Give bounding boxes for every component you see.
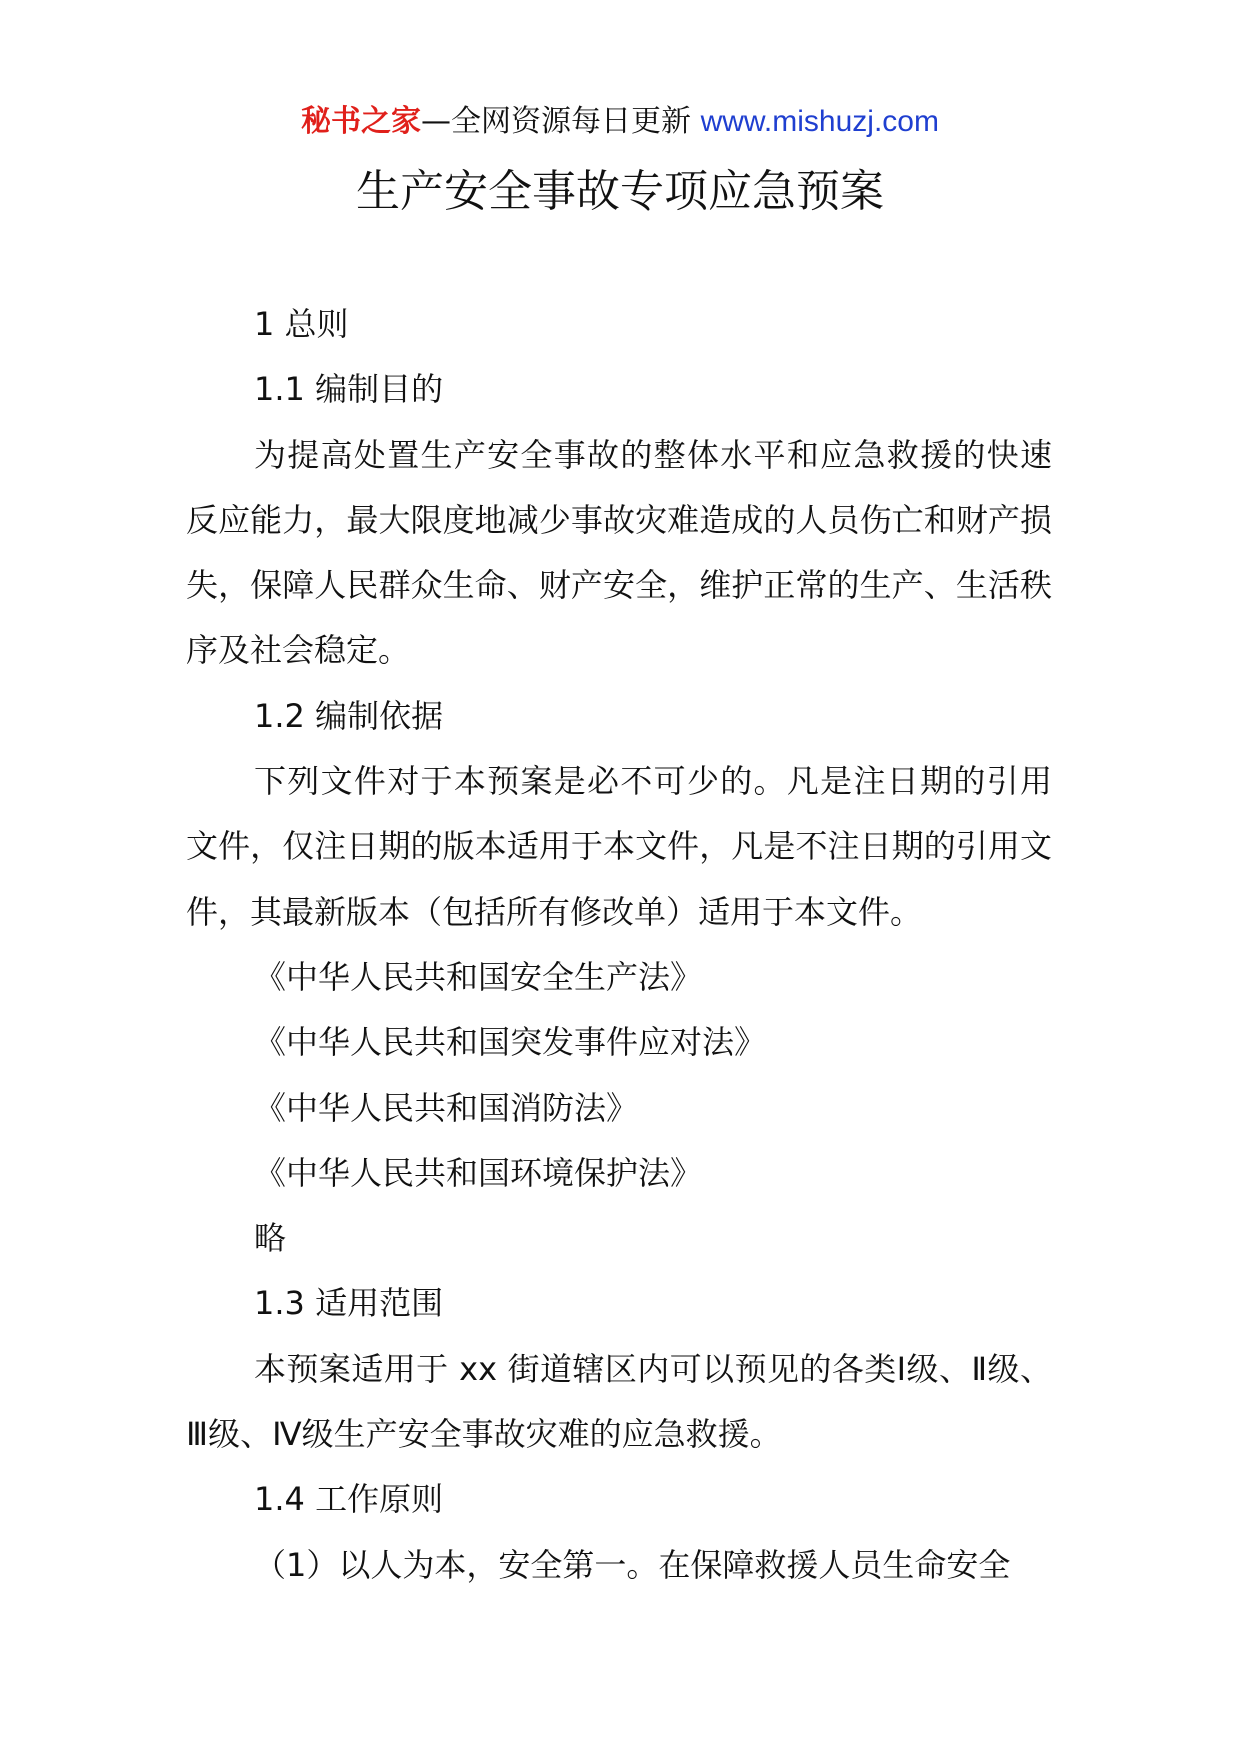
body-paragraph: （1）以人为本，安全第一。在保障救援人员生命安全 — [254, 1545, 1011, 1584]
law-reference: 《中华人民共和国突发事件应对法》 — [254, 1023, 767, 1062]
subsection-heading: 1.4 工作原则 — [254, 1480, 444, 1519]
section-heading: 1 总则 — [254, 305, 349, 343]
subsection-heading: 1.1 编制目的 — [254, 370, 444, 409]
subsection-heading: 1.3 适用范围 — [254, 1284, 444, 1323]
body-paragraph: 本预案适用于 xx 街道辖区内可以预见的各类Ⅰ级、Ⅱ级、Ⅲ级、Ⅳ级生产安全事故灾难的应急救援。 — [186, 1349, 1052, 1454]
law-reference: 《中华人民共和国环境保护法》 — [254, 1153, 703, 1192]
header-tagline: —全网资源每日更新 — [421, 104, 701, 139]
site-url[interactable]: www.mishuzj.com — [700, 105, 939, 138]
body-paragraph: 略 — [254, 1219, 287, 1258]
site-header — [0, 100, 1240, 144]
subsection-heading: 1.2 编制依据 — [254, 696, 444, 735]
law-reference: 《中华人民共和国消防法》 — [254, 1088, 639, 1127]
document-title: 生产安全事故专项应急预案 — [356, 166, 884, 217]
law-reference: 《中华人民共和国安全生产法》 — [254, 957, 703, 996]
document-body — [186, 292, 1052, 1598]
body-paragraph: 为提高处置生产安全事故的整体水平和应急救援的快速反应能力，最大限度地减少事故灾难造成的人员伤亡和财产损失，保障人民群众生命、财产安全，维护正常的生产、生活秩序及社会稳定。 — [186, 435, 1052, 670]
brand-name: 秘书之家 — [301, 104, 422, 139]
body-paragraph: 下列文件对于本预案是必不可少的。凡是注日期的引用文件，仅注日期的版本适用于本文件，凡是不注日期的引用文件，其最新版本（包括所有修改单）适用于本文件。 — [186, 762, 1052, 931]
